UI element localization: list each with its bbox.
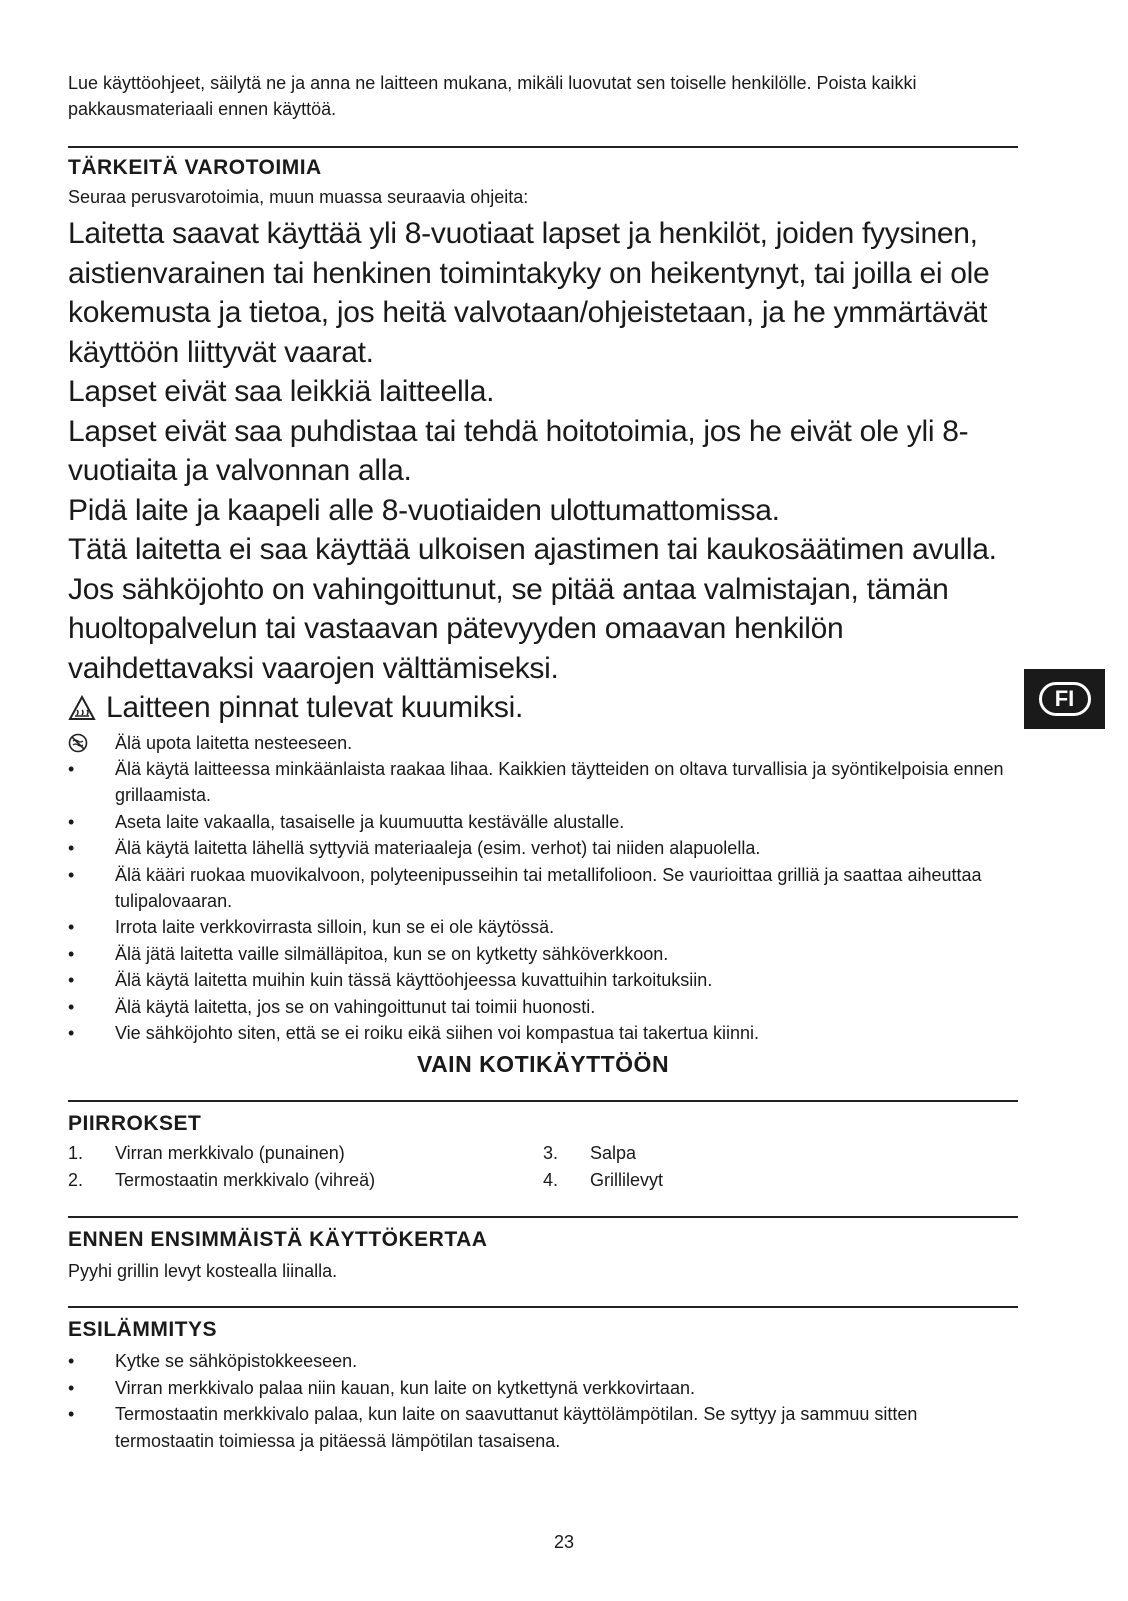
- large-paragraph: Pidä laite ja kaapeli alle 8-vuotiaiden ulottumattomissa.: [68, 493, 780, 527]
- first-use-text: Pyyhi grillin levyt kostealla liinalla.: [68, 1261, 338, 1282]
- drawings-column: [543, 1140, 1018, 1194]
- list-item: 3. Salpa: [543, 1143, 637, 1164]
- list-item: • Älä kääri ruokaa muovikalvoon, polyteenipusseihin tai metallifolioon. Se vaurioittaa grilliä ja saattaa aiheuttaa tulipalovaaran.: [68, 864, 982, 911]
- hot-surface-warning-icon: [68, 695, 96, 721]
- list-item: • Älä käytä laitetta lähellä syttyviä materiaaleja (esim. verhot) tai niiden alapuolella.: [68, 838, 761, 859]
- section-divider: [68, 1216, 1018, 1218]
- large-paragraph: Tätä laitetta ei saa käyttää ulkoisen ajastimen tai kaukosäätimen avulla.: [68, 533, 997, 566]
- preheat-bullet-list: [68, 1348, 1018, 1454]
- first-use-heading: ENNEN ENSIMMÄISTÄ KÄYTTÖKERTAA: [68, 1228, 488, 1252]
- hot-surface-warning: [68, 688, 1018, 728]
- list-item: • Kytke se sähköpistokkeeseen.: [68, 1351, 358, 1372]
- drawings-column: [68, 1140, 543, 1194]
- language-tab-label: FI: [1039, 682, 1091, 716]
- list-item: • Termostaatin merkkivalo palaa, kun laite on saavuttanut käyttölämpötilan. Se syttyy ja sammuu sitten termostaatin toimiessa ja pitäessä lämpötilan tasaisena.: [68, 1404, 918, 1451]
- list-item: [68, 730, 1018, 756]
- no-immerse-text: Älä upota laitetta nesteeseen.: [115, 732, 353, 753]
- preheat-heading: ESILÄMMITYS: [68, 1318, 218, 1342]
- section-divider: [68, 1306, 1018, 1308]
- list-item: • Älä käytä laitteessa minkäänlaista raakaa lihaa. Kaikkien täytteiden on oltava turvallisia ja syöntikelpoisia ennen grillaamista.: [68, 758, 1004, 806]
- drawings-list: [68, 1140, 1018, 1194]
- section-divider: [68, 1100, 1018, 1102]
- list-item: • Irrota laite verkkovirrasta silloin, kun se ei ole käytössä.: [68, 917, 555, 938]
- household-only-heading: VAIN KOTIKÄYTTÖÖN: [416, 1051, 670, 1078]
- manual-page: [68, 70, 1018, 1454]
- list-item: 4. Grillilevyt: [543, 1170, 664, 1191]
- list-item: • Älä käytä laitetta, jos se on vahingoittunut tai toimii huonosti.: [68, 996, 596, 1017]
- section-divider: [68, 146, 1018, 148]
- safety-heading: TÄRKEITÄ VAROTOIMIA: [68, 156, 322, 179]
- intro-text: Lue käyttöohjeet, säilytä ne ja anna ne laitteen mukana, mikäli luovutat sen toiselle henkilölle. Poista kaikki pakkausmateriaali ennen käyttöä.: [68, 73, 917, 119]
- large-paragraph: Lapset eivät saa puhdistaa tai tehdä hoitotoimia, jos he eivät ole yli 8-vuotiaita ja valvonnan alla.: [68, 414, 969, 487]
- safety-subtitle: Seuraa perusvarotoimia, muun muassa seuraavia ohjeita:: [68, 187, 529, 207]
- list-item: • Älä jätä laitetta vaille silmälläpitoa, kun se on kytketty sähköverkkoon.: [68, 943, 669, 964]
- list-item: • Vie sähköjohto siten, että se ei roiku eikä siihen voi kompastua tai takertua kiinni.: [68, 1022, 760, 1043]
- large-paragraph: Lapset eivät saa leikkiä laitteella.: [68, 375, 495, 408]
- safety-large-paragraphs: [68, 214, 1018, 728]
- list-item: • Virran merkkivalo palaa niin kauan, kun laite on kytkettynä verkkovirtaan.: [68, 1377, 695, 1398]
- language-tab: [1024, 669, 1105, 729]
- list-item: 1. Virran merkkivalo (punainen): [68, 1143, 345, 1164]
- safety-bullet-list: [68, 730, 1018, 1047]
- list-item: • Aseta laite vakaalla, tasaiselle ja kuumuutta kestävälle alustalle.: [68, 811, 625, 832]
- list-item: 2. Termostaatin merkkivalo (vihreä): [68, 1170, 376, 1191]
- do-not-immerse-icon: [68, 733, 88, 753]
- large-paragraph: Jos sähköjohto on vahingoittunut, se pitää antaa valmistajan, tämän huoltopalvelun tai vastaavan pätevyyden omaavan henkilön vaihdettavaksi vaarojen välttämiseksi.: [68, 572, 949, 685]
- list-item: • Älä käytä laitetta muihin kuin tässä käyttöohjeessa kuvattuihin tarkoituksiin.: [68, 970, 713, 991]
- hot-surface-text: Laitteen pinnat tulevat kuumiksi.: [106, 691, 524, 724]
- page-number: 23: [553, 1532, 575, 1552]
- drawings-heading: PIIRROKSET: [68, 1112, 202, 1136]
- large-paragraph: Laitetta saavat käyttää yli 8-vuotiaat lapset ja henkilöt, joiden fyysinen, aistienvarainen tai henkinen toimintakyky on heikentynyt, tai joilla ei ole kokemusta ja tietoa, jos heitä valvotaan/ohjeistetaan, ja he ymmärtävät käyttöön liittyvät vaarat.: [68, 217, 990, 369]
